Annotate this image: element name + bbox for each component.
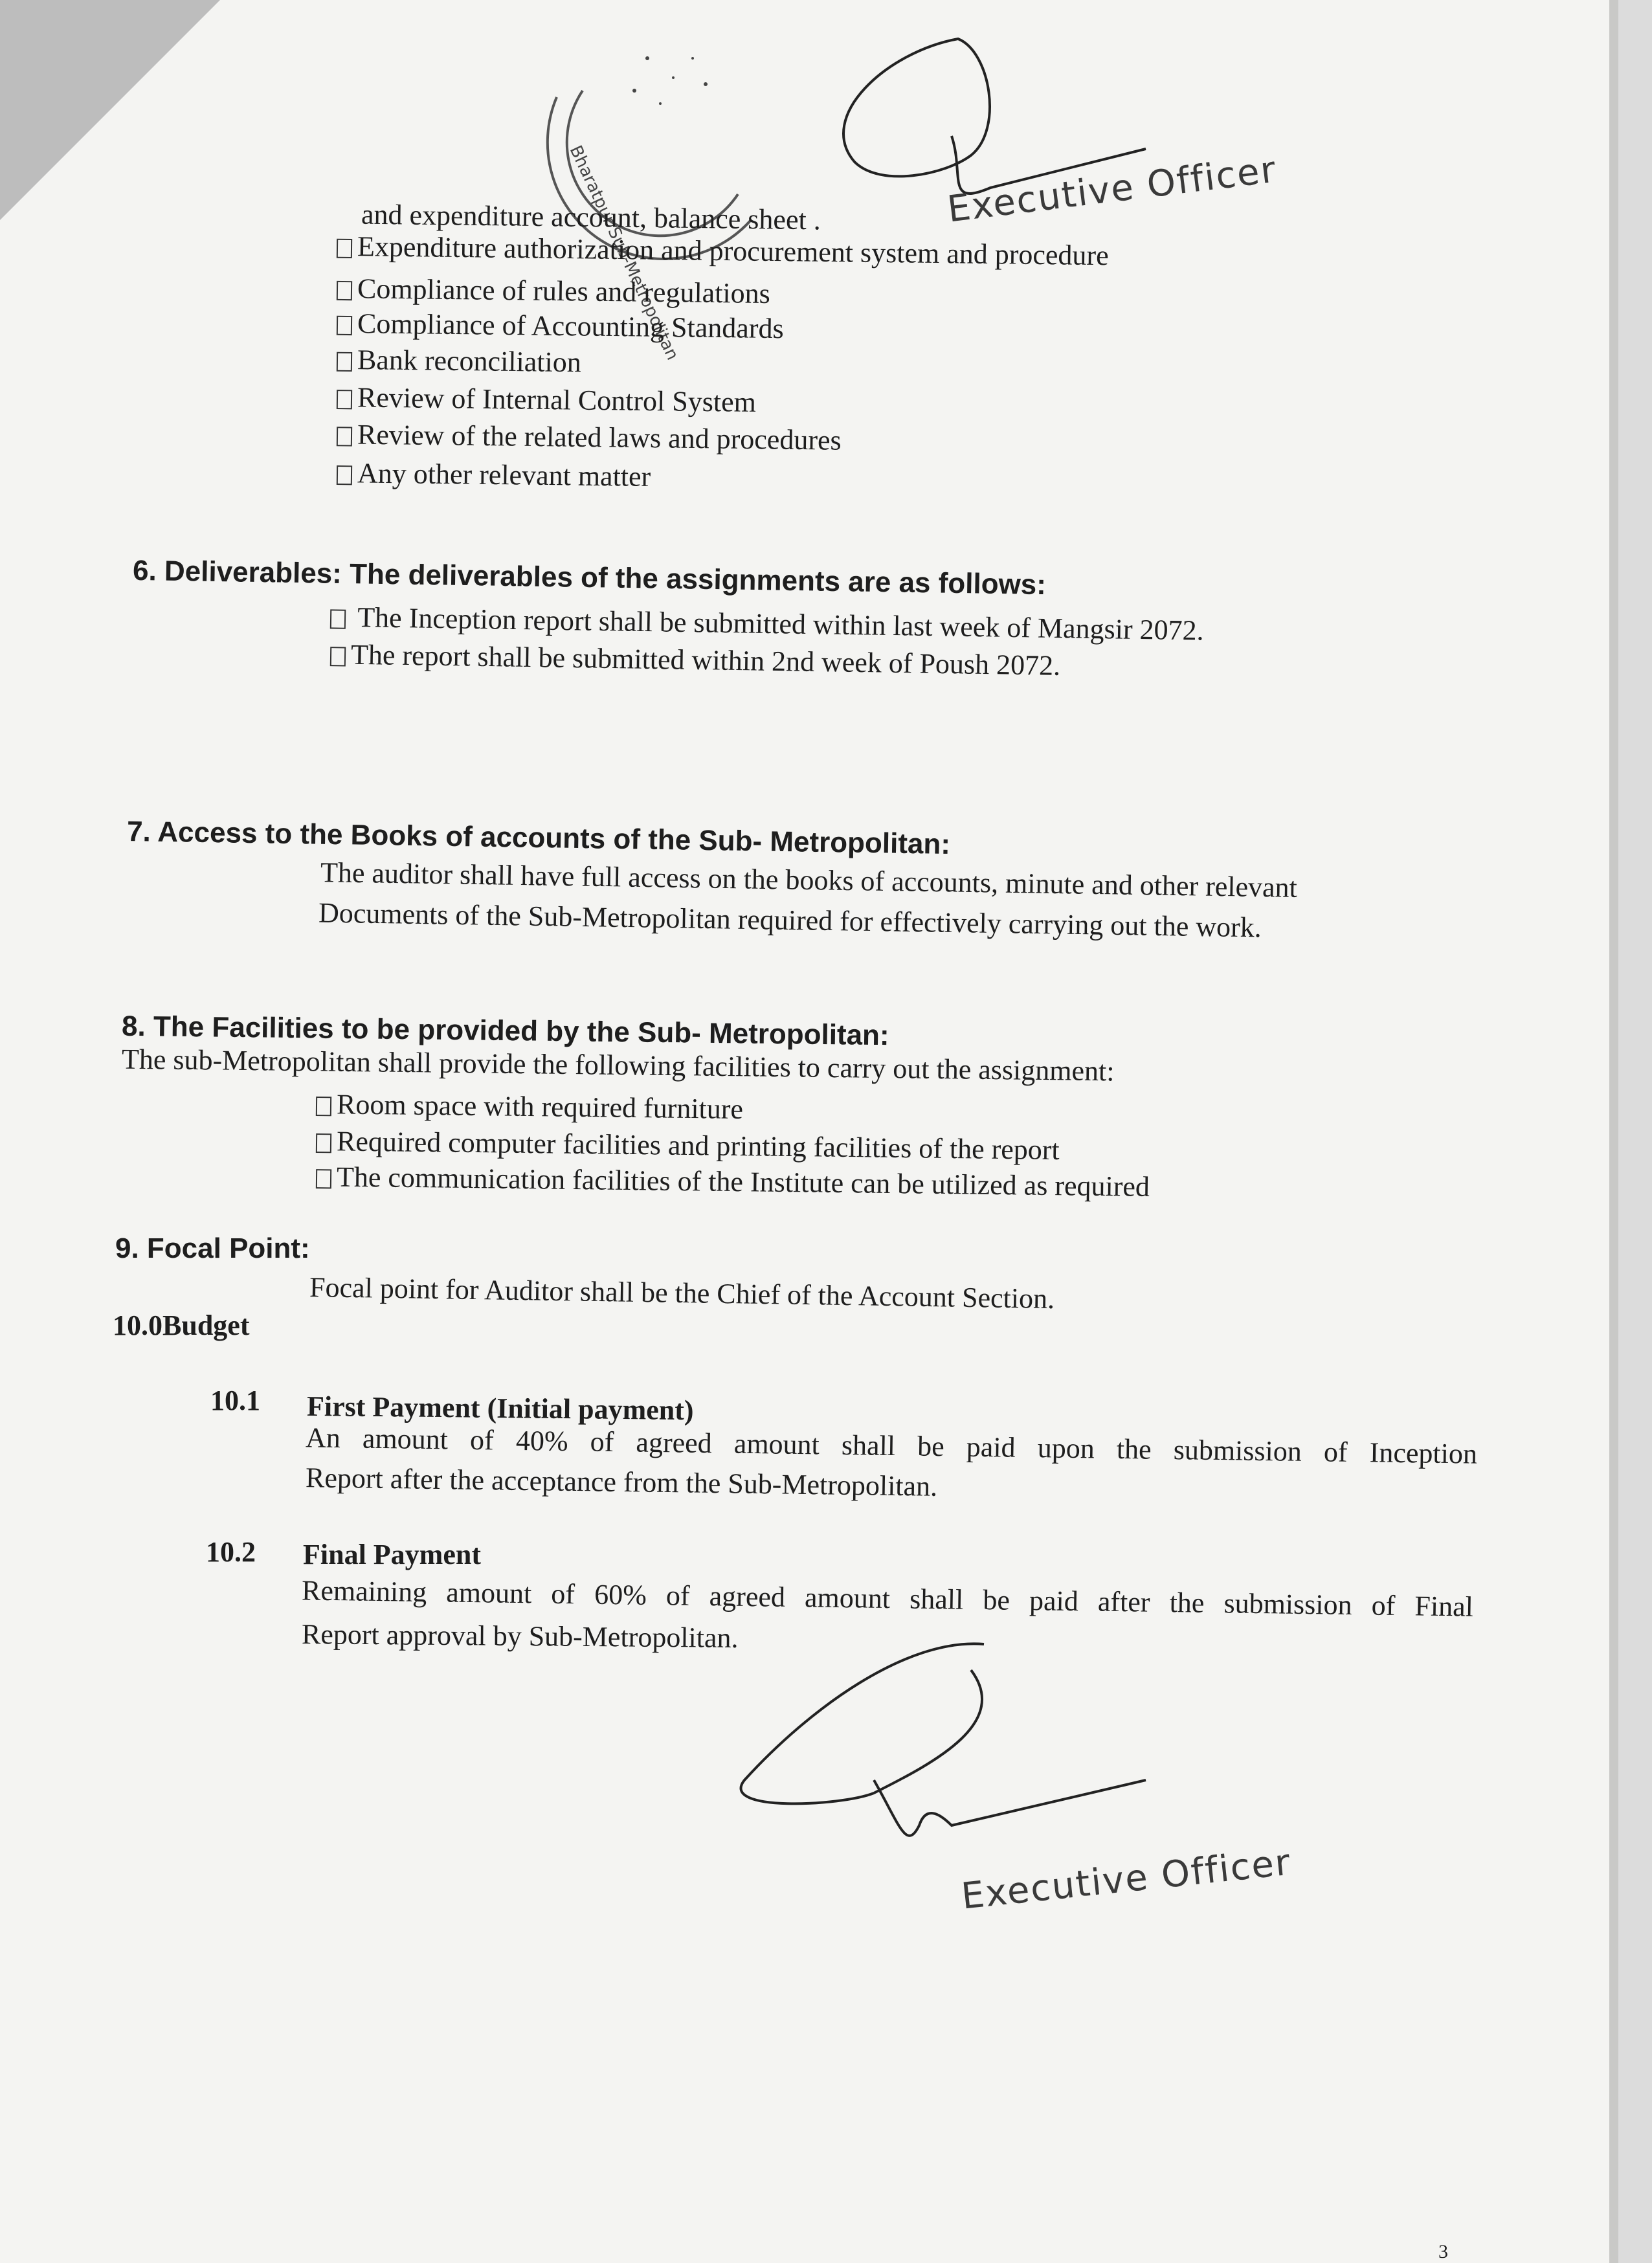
list-item: The Inception report shall be submitted within last week of Mangsir 2072. — [330, 600, 1204, 647]
checkbox-bullet-icon — [337, 465, 352, 485]
list-item: Required computer facilities and printing facilities of the report — [316, 1124, 1060, 1167]
list-item: Bank reconciliation — [337, 343, 581, 380]
section-8-heading: 8. The Facilities to be provided by the Sub- Metropolitan: — [121, 1010, 889, 1052]
list-item: Compliance of rules and regulations — [337, 272, 770, 311]
section-8-intro: The sub-Metropolitan shall provide the following facilities to carry out the assignment: — [121, 1043, 1115, 1087]
list-item: Expenditure authorization and procurement system and procedure — [337, 230, 1109, 273]
checkbox-bullet-icon — [337, 352, 352, 372]
checkbox-bullet-icon — [337, 427, 352, 446]
section-9-heading: 9. Focal Point: — [115, 1232, 310, 1264]
subsection-10-1-title: First Payment (Initial payment) — [306, 1390, 694, 1427]
checkbox-bullet-icon — [330, 647, 346, 666]
checkbox-bullet-icon — [330, 609, 346, 629]
subsection-10-2-line-1: Remaining amount of 60% of agreed amount shall be paid after the submission of Final — [301, 1574, 1474, 1623]
checkbox-bullet-icon — [316, 1133, 331, 1153]
list-item: Review of Internal Control System — [337, 381, 756, 419]
executive-officer-stamp-top: Executive Officer — [945, 148, 1279, 231]
list-item: The report shall be submitted within 2nd week of Poush 2072. — [330, 638, 1061, 683]
folded-corner — [0, 0, 220, 220]
list-item: Review of the related laws and procedures — [337, 418, 842, 458]
list-item: The communication facilities of the Institute can be utilized as required — [316, 1160, 1150, 1204]
checkbox-bullet-icon — [337, 281, 352, 300]
intro-line: and expenditure account, balance sheet . — [361, 198, 821, 236]
section-10-heading: 10.0Budget — [113, 1310, 250, 1341]
checkbox-bullet-icon — [337, 239, 352, 258]
executive-officer-stamp-bottom: Executive Officer — [959, 1841, 1293, 1918]
checkbox-bullet-icon — [316, 1169, 331, 1188]
page-number: 3 — [1438, 2241, 1448, 2262]
section-7-line-2: Documents of the Sub-Metropolitan required for effectively carrying out the work. — [318, 897, 1262, 944]
seal-lettering: Bharatpur Sub-Metropolitan — [565, 142, 682, 364]
section-9-text: Focal point for Auditor shall be the Chief of the Account Section. — [309, 1271, 1055, 1315]
section-6-heading: 6. Deliverables: The deliverables of the assignments are as follows: — [132, 554, 1047, 601]
subsection-10-1-line-1: An amount of 40% of agreed amount shall be paid upon the submission of Inception — [305, 1421, 1478, 1470]
subsection-10-1-number: 10.1 — [210, 1385, 260, 1416]
page-edge-shadow — [1609, 0, 1618, 2263]
section-7-heading: 7. Access to the Books of accounts of the Sub- Metropolitan: — [126, 816, 951, 860]
subsection-10-1-line-2: Report after the acceptance from the Sub-Metropolitan. — [305, 1462, 938, 1502]
section-7-line-1: The auditor shall have full access on the books of accounts, minute and other relevant — [320, 856, 1298, 904]
checkbox-bullet-icon — [337, 316, 352, 335]
checkbox-bullet-icon — [316, 1097, 331, 1116]
subsection-10-2-number: 10.2 — [206, 1536, 256, 1568]
subsection-10-2-title: Final Payment — [303, 1539, 481, 1570]
list-item: Compliance of Accounting Standards — [337, 307, 784, 346]
checkbox-bullet-icon — [337, 390, 352, 409]
list-item: Any other relevant matter — [337, 456, 651, 494]
subsection-10-2-line-2: Report approval by Sub-Metropolitan. — [301, 1618, 739, 1654]
list-item: Room space with required furniture — [316, 1087, 744, 1126]
